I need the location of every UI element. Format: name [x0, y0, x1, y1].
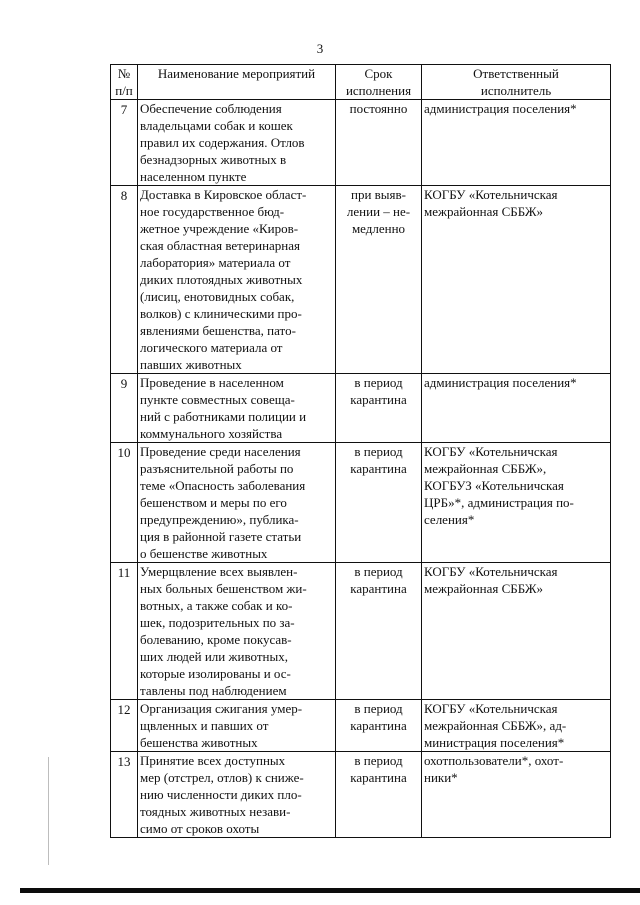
measure-name: Принятие всех доступных мер (отстрел, отлов) к сниже- нию численности диких пло- тоядных животных незави- симо от сроков охоты — [138, 752, 336, 838]
table-row — [111, 752, 611, 838]
measure-executor: администрация поселения* — [422, 374, 611, 443]
measure-term: в период карантина — [336, 374, 422, 443]
row-number: 7 — [111, 100, 138, 186]
header-executor: Ответственный исполнитель — [422, 65, 611, 100]
row-number: 13 — [111, 752, 138, 838]
measure-term: постоянно — [336, 100, 422, 186]
measure-name: Обеспечение соблюдения владельцами собак и кошек правил их содержания. Отлов безнадзорных животных в населенном пункте — [138, 100, 336, 186]
scan-margin-mark — [48, 757, 49, 865]
measure-name: Проведение в населенном пункте совместных совеща- ний с работниками полиции и коммунального хозяйства — [138, 374, 336, 443]
header-name: Наименование мероприятий — [138, 65, 336, 100]
header-num: № п/п — [111, 65, 138, 100]
measure-executor: администрация поселения* — [422, 100, 611, 186]
table-row — [111, 563, 611, 700]
measure-term: в период карантина — [336, 752, 422, 838]
table-row — [111, 100, 611, 186]
measure-term: в период карантина — [336, 700, 422, 752]
scan-bottom-edge — [20, 888, 640, 893]
row-number: 11 — [111, 563, 138, 700]
row-number: 10 — [111, 443, 138, 563]
measure-term: в период карантина — [336, 443, 422, 563]
measure-name: Доставка в Кировское област- ное государственное бюд- жетное учреждение «Киров- ская областная ветеринарная лаборатория» материала от диких плотоядных животных (лисиц, енотовидных собак, волков) с клиническими про- явлениями бешенства, пато- логического материала от павших животных — [138, 186, 336, 374]
table-row — [111, 443, 611, 563]
table-row — [111, 374, 611, 443]
header-term: Срок исполнения — [336, 65, 422, 100]
table-header-row — [111, 65, 611, 100]
measure-executor: КОГБУ «Котельничская межрайонная СББЖ» — [422, 563, 611, 700]
table-row — [111, 700, 611, 752]
measure-term: в период карантина — [336, 563, 422, 700]
page-number: 3 — [316, 41, 324, 56]
row-number: 12 — [111, 700, 138, 752]
measure-executor: охотпользователи*, охот- ники* — [422, 752, 611, 838]
measure-term: при выяв- лении – не- медленно — [336, 186, 422, 374]
measures-table — [110, 64, 611, 838]
row-number: 9 — [111, 374, 138, 443]
table-row — [111, 186, 611, 374]
measure-name: Проведение среди населения разъяснительной работы по теме «Опасность заболевания бешенством и меры по его предупреждению», публика- ция в районной газете статьи о бешенстве животных — [138, 443, 336, 563]
row-number: 8 — [111, 186, 138, 374]
measure-executor: КОГБУ «Котельничская межрайонная СББЖ», КОГБУЗ «Котельничская ЦРБ»*, администрация по- селения* — [422, 443, 611, 563]
measure-executor: КОГБУ «Котельничская межрайонная СББЖ» — [422, 186, 611, 374]
measure-name: Организация сжигания умер- щвленных и павших от бешенства животных — [138, 700, 336, 752]
measure-executor: КОГБУ «Котельничская межрайонная СББЖ», ад- министрация поселения* — [422, 700, 611, 752]
measure-name: Умерщвление всех выявлен- ных больных бешенством жи- вотных, а также собак и ко- шек, подозрительных по за- болеванию, кроме покусав- ших людей или животных, которые изолированы и ос- тавлены под наблюдением — [138, 563, 336, 700]
